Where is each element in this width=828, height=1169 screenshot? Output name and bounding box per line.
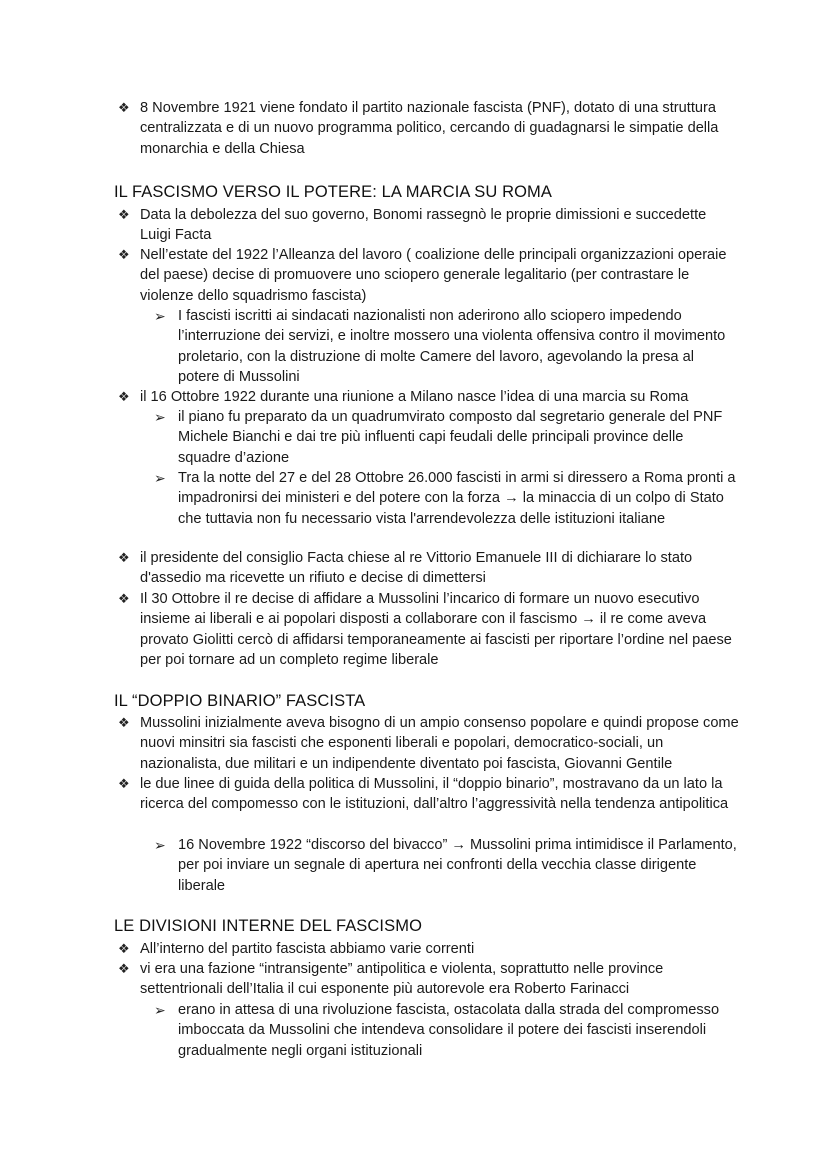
list-item-text: Tra la notte del 27 e del 28 Ottobre 26.000 fascisti in armi si diressero a Roma pronti a impadronirsi dei ministeri e del potere con la forza → la minaccia di un colpo di Stato che tuttavia non fu necessario vista l'arrendevolezza delle istituzioni italiane [178, 470, 736, 527]
sub-list-item [154, 468, 738, 529]
list-item-text: All’interno del partito fascista abbiamo varie correnti [140, 941, 475, 957]
diamond-bullet-icon: ❖ [118, 389, 130, 404]
list-item-text: il presidente del consiglio Facta chiese al re Vittorio Emanuele III di dichiarare lo stato d'assedio ma ricevette un rifiuto e decise di dimettersi [140, 550, 693, 587]
list-item-text: le due linee di guida della politica di Mussolini, il “doppio binario”, mostravano da un lato la ricerca del compomesso con le istituzioni, dall’altro l’aggressività nella tendenza antipolitica [140, 776, 729, 813]
sub-list-item [154, 1000, 738, 1061]
list-item [118, 774, 740, 815]
list-item-text: il 16 Ottobre 1922 durante una riunione a Milano nasce l’idea di una marcia su Roma [140, 389, 689, 405]
list-item [118, 548, 740, 589]
arrow-bullet-icon: ➢ [154, 470, 166, 486]
diamond-bullet-icon: ❖ [118, 247, 130, 262]
list-item-text: vi era una fazione “intransigente” antipolitica e violenta, soprattutto nelle province settentrionali dell’Italia il cui esponente più autorevole era Roberto Farinacci [140, 961, 664, 998]
list-item [118, 205, 740, 246]
diamond-bullet-icon: ❖ [118, 100, 130, 115]
diamond-bullet-icon: ❖ [118, 591, 130, 606]
list-item-text: Mussolini inizialmente aveva bisogno di un ampio consenso popolare e quindi propose come nuovi minsitri sia fascisti che esponenti liberali e popolari, democratico-sociali, un nazionalista, due militari e un indipendente diventato poi fascista, Giovanni Gentile [140, 715, 739, 772]
list-item-text: erano in attesa di una rivoluzione fascista, ostacolata dalla strada del compromesso imboccata da Mussolini che intendeva consolidare il potere dei fascisti inserendoli gradualmente negli organi istituzionali [178, 1002, 720, 1059]
section-heading: IL FASCISMO VERSO IL POTERE: LA MARCIA SU ROMA [114, 183, 552, 201]
list-item [118, 589, 740, 671]
section-heading: LE DIVISIONI INTERNE DEL FASCISMO [114, 917, 423, 935]
list-item [118, 939, 740, 959]
sub-list-item [154, 306, 738, 388]
list-item-text: il piano fu preparato da un quadrumvirato composto dal segretario generale del PNF Michele Bianchi e dai tre più influenti capi feudali delle principali province delle squadre d’azione [178, 409, 723, 466]
arrow-bullet-icon: ➢ [154, 308, 166, 324]
arrow-bullet-icon: ➢ [154, 837, 166, 853]
list-item-text: Data la debolezza del suo governo, Bonomi rassegnò le proprie dimissioni e succedette Luigi Facta [140, 207, 707, 244]
list-item-text: Il 30 Ottobre il re decise di affidare a Mussolini l’incarico di formare un nuovo esecutivo insieme ai liberali e ai popolari disposti a collaborare con il fascismo → il re come aveva provato Giolitti cercò di affidarsi temporaneamente ai fascisti per riportare l’ordine nel paese per poi tornare ad un completo regime liberale [140, 591, 732, 669]
list-item-text: 16 Novembre 1922 “discorso del bivacco” → Mussolini prima intimidisce il Parlamento, per poi inviare un segnale di apertura nei confronti della vecchia classe dirigente liberale [178, 837, 737, 894]
list-item [118, 959, 740, 1000]
arrow-bullet-icon: ➢ [154, 1002, 166, 1018]
list-item [118, 387, 740, 407]
diamond-bullet-icon: ❖ [118, 961, 130, 976]
section-heading: IL “DOPPIO BINARIO” FASCISTA [114, 692, 366, 710]
diamond-bullet-icon: ❖ [118, 715, 130, 730]
list-item-text: 8 Novembre 1921 viene fondato il partito nazionale fascista (PNF), dotato di una struttura centralizzata e di un nuovo programma politico, cercando di guadagnarsi le simpatie della monarchia e della Chiesa [140, 100, 719, 157]
diamond-bullet-icon: ❖ [118, 207, 130, 222]
arrow-bullet-icon: ➢ [154, 409, 166, 425]
sub-list-item [154, 835, 738, 896]
diamond-bullet-icon: ❖ [118, 776, 130, 791]
sub-list-item [154, 407, 738, 468]
diamond-bullet-icon: ❖ [118, 941, 130, 956]
list-item-text: Nell’estate del 1922 l’Alleanza del lavoro ( coalizione delle principali organizzazioni operaie del paese) decise di promuovere uno sciopero generale legalitario (per contrastare le violenze dello squadrismo fascista) [140, 247, 727, 304]
list-item [118, 245, 740, 306]
list-item [118, 98, 740, 159]
list-item-text: I fascisti iscritti ai sindacati nazionalisti non aderirono allo sciopero impedendo l’interruzione dei servizi, e inoltre mossero una violenta offensiva contro il movimento proletario, con la distruzione di molte Camere del lavoro, agevolando la presa al potere di Mussolini [178, 308, 726, 386]
diamond-bullet-icon: ❖ [118, 550, 130, 565]
list-item [118, 713, 740, 774]
